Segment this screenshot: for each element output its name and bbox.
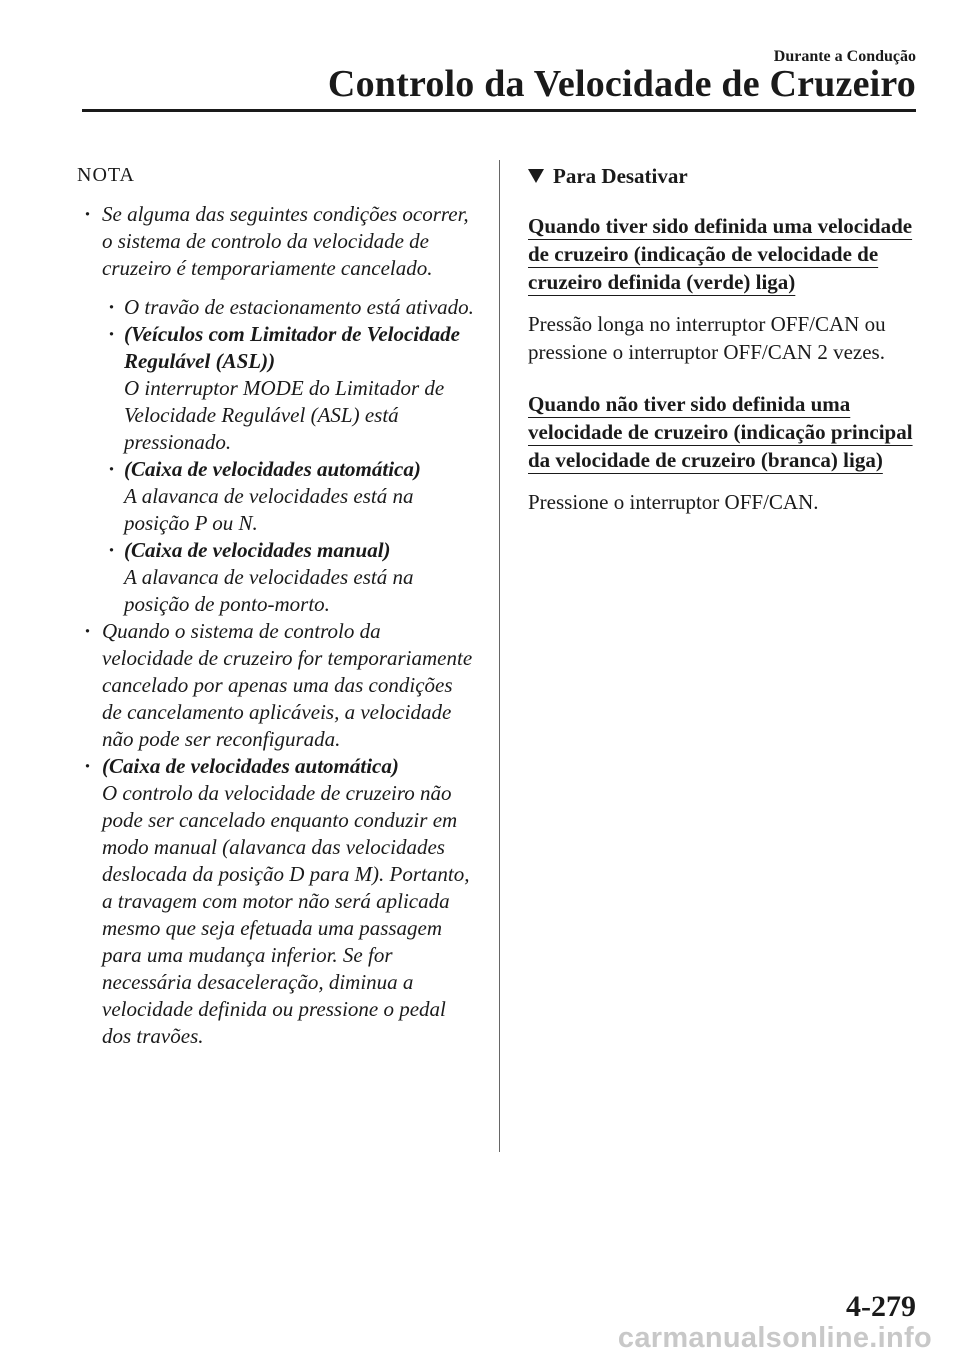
- note-bullet-heading: · (Caixa de velocidades automática): [102, 754, 399, 778]
- page-number: 4-279: [846, 1290, 916, 1323]
- column-divider: [499, 160, 500, 1152]
- condition-manual: [102, 537, 476, 618]
- condition-text: A alavanca de velocidades está na posição de ponto-morto.: [124, 565, 414, 616]
- deactivate-title: Para Desativar: [553, 164, 688, 188]
- subheading-speed-not-set: Quando não tiver sido definida uma velocidade de cruzeiro (indicação principal da velocidade de cruzeiro (branca) liga): [528, 392, 913, 472]
- condition-asl: [102, 321, 476, 456]
- section-label: Durante a Condução: [773, 48, 916, 65]
- note-bullet-reconfigure: [76, 618, 476, 753]
- paragraph-speed-not-set: Pressione o interruptor OFF/CAN.: [528, 490, 819, 514]
- note-bullet-automatic: [76, 753, 476, 1050]
- page-title: Controlo da Velocidade de Cruzeiro: [327, 63, 916, 105]
- condition-heading: · (Caixa de velocidades manual): [124, 538, 391, 562]
- condition-heading: · (Veículos com Limitador de Velocidade Regulável (ASL)): [124, 322, 460, 373]
- condition-automatic: [102, 456, 476, 537]
- condition-heading: · (Caixa de velocidades automática): [124, 457, 421, 481]
- watermark: carmanualsonline.info: [617, 1322, 932, 1354]
- note-bullet-text: · Se alguma das seguintes condições ocorrer, o sistema de controlo da velocidade de cruzeiro é temporariamente cancelado.: [102, 202, 469, 280]
- paragraph-speed-set: Pressão longa no interruptor OFF/CAN ou pressione o interruptor OFF/CAN 2 vezes.: [528, 312, 886, 364]
- note-bullet-cancel-conditions: [76, 201, 476, 618]
- condition-text: O travão de estacionamento está ativado.: [124, 295, 474, 319]
- condition-text: A alavanca de velocidades está na posição P ou N.: [124, 484, 414, 535]
- cancel-conditions-list: [102, 294, 476, 618]
- left-column: [76, 160, 476, 1050]
- condition-text: O interruptor MODE do Limitador de Velocidade Regulável (ASL) está pressionado.: [124, 376, 445, 454]
- note-title: NOTA: [77, 164, 135, 186]
- subheading-speed-set: Quando tiver sido definida uma velocidade de cruzeiro (indicação de velocidade de cruzeiro definida (verde) liga): [528, 214, 913, 294]
- note-bullet-text: O controlo da velocidade de cruzeiro não pode ser cancelado enquanto conduzir em modo manual (alavanca das velocidades deslocada da posição D para M). Portanto, a travagem com motor não será aplicada mesmo que seja efetuada uma passagem para uma mudança inferior. Se for necessária desaceleração, diminua a velocidade definida ou pressione o pedal dos travões.: [102, 781, 470, 1048]
- right-column: [528, 160, 918, 540]
- note-bullet-text: Quando o sistema de controlo da velocidade de cruzeiro for temporariamente cancelado por apenas uma das condições de cancelamento aplicáveis, a velocidade não pode ser reconfigurada.: [102, 619, 473, 751]
- header-rule: [82, 109, 916, 112]
- deactivate-heading: [528, 162, 918, 190]
- triangle-down-icon: [528, 169, 544, 183]
- condition-parking-brake: [102, 294, 476, 321]
